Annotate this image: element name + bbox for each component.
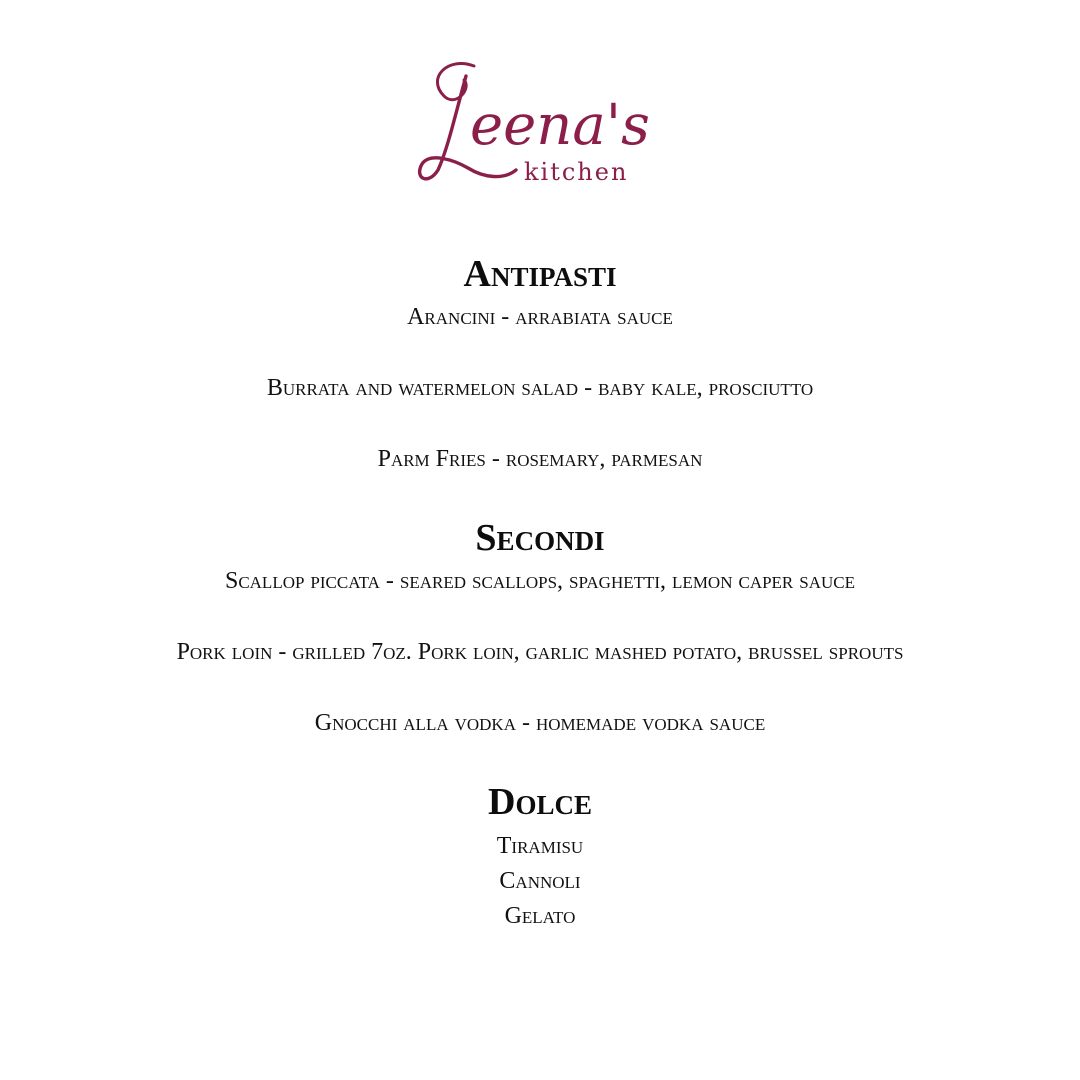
secondi-list xyxy=(0,565,1080,739)
menu-item-gelato: Gelato xyxy=(504,903,576,929)
menu-item-burrata-salad: Burrata and watermelon salad - baby kale, prosciutto xyxy=(266,375,814,401)
menu-item-gnocchi-vodka: Gnocchi alla vodka - homemade vodka sauce xyxy=(314,710,766,736)
menu-item-arancini: Arancini - arrabiata sauce xyxy=(407,304,673,330)
logo-wordmark: eena's xyxy=(470,93,650,158)
leenas-kitchen-logo xyxy=(408,52,664,192)
logo-graphic xyxy=(408,52,664,192)
dolce-list xyxy=(0,829,1080,934)
menu-item-pork-loin: Pork loin - grilled 7oz. Pork loin, garlic mashed potato, brussel sprouts xyxy=(176,639,904,665)
logo-subtext: kitchen xyxy=(524,158,629,186)
section-title-secondi: Secondi xyxy=(475,517,605,559)
menu-item-scallop-piccata: Scallop piccata - seared scallops, spaghetti, lemon caper sauce xyxy=(224,568,856,594)
section-title-antipasti: Antipasti xyxy=(463,253,617,295)
menu-item-parm-fries: Parm Fries - rosemary, parmesan xyxy=(377,446,703,472)
section-secondi xyxy=(0,514,1080,739)
section-dolce xyxy=(0,778,1080,934)
section-title-dolce: Dolce xyxy=(488,781,592,823)
menu-content xyxy=(0,250,1080,934)
menu-item-cannoli: Cannoli xyxy=(499,868,581,894)
section-antipasti xyxy=(0,250,1080,475)
menu-item-tiramisu: Tiramisu xyxy=(496,833,584,859)
antipasti-list xyxy=(0,301,1080,475)
